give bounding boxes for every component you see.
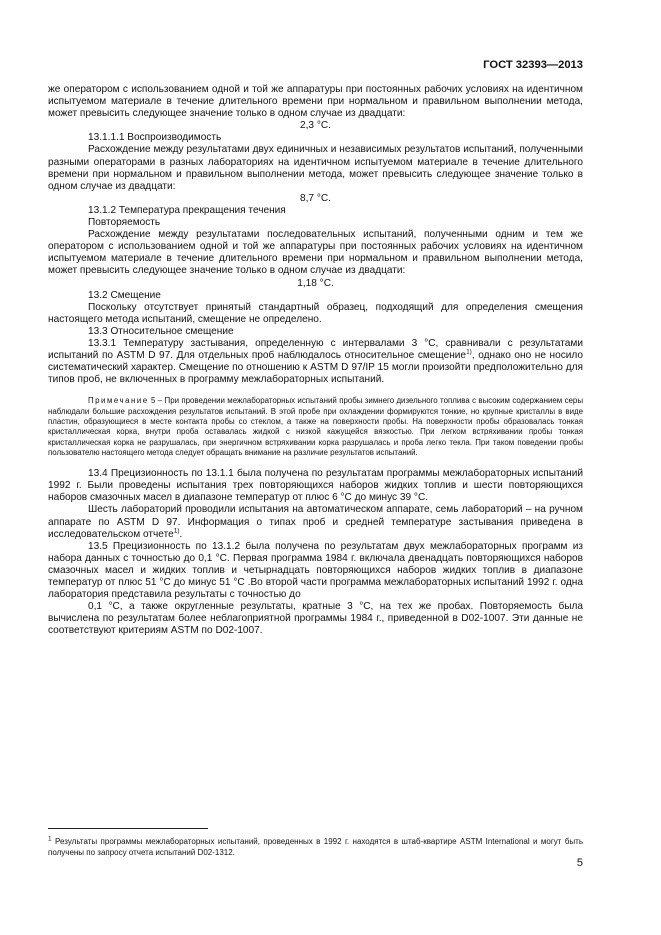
heading-repeatability: Повторяемость <box>88 217 161 229</box>
footnote-mark: 1 <box>48 835 52 843</box>
footnote: $^1$ Результаты программы межлабораторных испытаний, проведенных в 1992 г. находятся в штаб-квартире ASTM International и могут быть получены по запросу отчета испытаний D02-1312. <box>48 835 583 857</box>
page-number: 5 <box>576 857 583 869</box>
heading-13-2: 13.2 Смещение <box>88 289 161 301</box>
paragraph-13-5-cont: 0,1 °С, а также округленные результаты, кратные 3 °С, на тех же пробах. Повторяемость была вычислена по результатам более неблагоприятной программы 1984 г., приведенной в D02-1007. Эти данные не соответствуют критериям ASTM по D02-1007. <box>48 601 583 637</box>
footnote-ref: 1) <box>173 527 180 535</box>
heading-13-1-1-1: 13.1.1.1 Воспроизводимость <box>88 132 222 144</box>
value-reproducibility: 8,7 °С. <box>300 192 331 204</box>
paragraph-repeatability-cont: же оператором с использованием одной и той же аппаратуры при постоянных рабочих условиях на идентичном испытуемом материале в течение длительного времени при нормальном и правильном выполнении метода, может превысить следующее значение только в одном случае из двадцати: <box>48 84 583 120</box>
note-5: Примечание 5 – При проведении межлабораторных испытаний пробы зимнего дизельного топлива с высоким содержанием серы наблюдали большие расхождения результатов испытаний. В этой пробе при охлаждении формируются тонкие, но крупные кристаллы в виде пластин, образующиеся в месте контакта пробы со стеклом, а также на поверхности пробы. На поверхности пробы образовалась тонкая кристаллическая корка, внутри проба оставалась жидкой с низкой кажущейся вязкостью. При легком встряхивании пробы тонкая кристаллическая корка не разрушалась, при энергичном встряхивании корка разрушалась и проба легко текла. При таком поведении пробы пользователю настоящего метода следует обращать внимание на различие результатов испытаний. <box>48 396 583 457</box>
page-body <box>48 84 583 637</box>
value-pour-point: 1,18 °С. <box>297 277 334 289</box>
heading-13-1-2: 13.1.2 Температура прекращения течения <box>88 204 286 216</box>
footnote-ref: 1) <box>466 348 472 356</box>
document-standard-header: ГОСТ 32393—2013 <box>483 59 583 71</box>
footnote-divider <box>48 828 208 829</box>
paragraph-relative-bias: 13.3.1 Температуру застывания, определенную с интервалами 3 °С, сравнивали с результатами испытаний по ASTM D 97. Для отдельных проб наблюдалось относительное смещение$^{1)}$, однако оно не носило систематический характер. Смещение по отношению к ASTM D 97/IP 15 могли произойти предположительно для типов проб, не включенных в программу межлабораторных испытаний. <box>48 337 584 386</box>
paragraph-pour-point-repeatability: Расхождение между результатами последовательных испытаний, полученными одним и тем же оператором с использованием одной и той же аппаратуры при постоянных рабочих условиях на идентичном испытуемом материале в течение длительного времени при нормальном и правильном выполнении метода, может превысить следующее значение только в одном случае из двадцати: <box>48 229 583 277</box>
paragraph-reproducibility: Расхождение между результатами двух единичных и независимых результатов испытаний, полученными разными операторами в разных лабораториях на идентичном испытуемом материале в течение длительного времени при нормальном и правильном выполнении метода, может превысить следующее значение только в одном случае из двадцати: <box>48 144 583 192</box>
heading-13-3: 13.3 Относительное смещение <box>88 325 234 337</box>
paragraph-labs: Шесть лабораторий проводили испытания на автоматическом аппарате, семь лабораторий – на ручном аппарате по ASTM D 97. Информация о типах проб и средней температуре застывания приведена в исследовательском отчете$^{1)}$. <box>48 504 583 540</box>
note-label: Примечание <box>88 396 149 406</box>
value-repeatability: 2,3 °С. <box>300 120 331 132</box>
paragraph-13-4: 13.4 Прецизионность по 13.1.1 была получена по результатам программы межлабораторных испытаний 1992 г. Были проведены испытания трех повторяющихся наборов жидких топлив и шести повторяющихся наборов смазочных масел в диапазоне температур от плюс 6 °С до минус 39 °С. <box>48 468 583 504</box>
paragraph-bias: Поскольку отсутствует принятый стандартный образец, подходящий для определения смещения настоящего метода испытаний, смещение не определено. <box>48 301 583 325</box>
paragraph-13-5: 13.5 Прецизионность по 13.1.2 была получена по результатам двух межлабораторных программ из набора данных с точностью до 0,1 °С. Первая программа 1984 г. включала двенадцать повторяющихся наборов смазочных масел и жидких топлив и четырнадцать повторяющихся наборов жидких топлив в диапазоне температур от плюс 51 °С до минус 51 °С .Во второй части программа межлабораторных испытаний 1992 г. одна лаборатория представила результаты с точностью до <box>48 540 583 601</box>
